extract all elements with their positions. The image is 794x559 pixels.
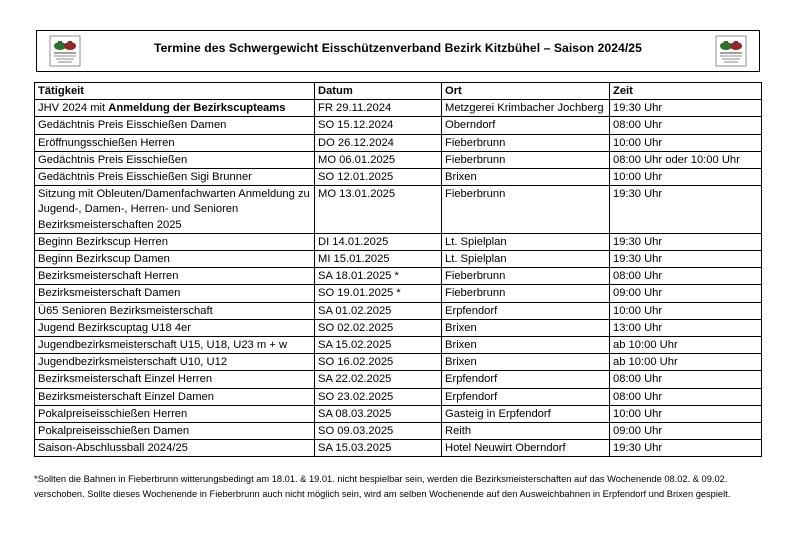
place-cell: Hotel Neuwirt Oberndorf [442, 440, 610, 457]
time-cell: ab 10:00 Uhr [610, 337, 762, 354]
date-cell: DO 26.12.2024 [315, 134, 442, 151]
activity-cell: Gedächtnis Preis Eisschießen Damen [35, 117, 315, 134]
table-row [35, 405, 762, 422]
place-cell: Oberndorf [442, 117, 610, 134]
time-cell: 08:00 Uhr oder 10:00 Uhr [610, 151, 762, 168]
table-row [35, 100, 762, 117]
place-cell: Gasteig in Erpfendorf [442, 405, 610, 422]
place-cell: Metzgerei Krimbacher Jochberg [442, 100, 610, 117]
table-row [35, 251, 762, 268]
column-header-place: Ort [442, 83, 610, 100]
time-cell: 13:00 Uhr [610, 319, 762, 336]
table-row [35, 169, 762, 186]
eisstock-crest-logo [715, 35, 747, 67]
activity-cell: Saison-Abschlussball 2024/25 [35, 440, 315, 457]
time-cell: 08:00 Uhr [610, 268, 762, 285]
time-cell: 19:30 Uhr [610, 251, 762, 268]
activity-cell: Jugend Bezirkscuptag U18 4er [35, 319, 315, 336]
table-row [35, 302, 762, 319]
document-title: Termine des Schwergewicht Eisschützenverband Bezirk Kitzbühel – Saison 2024/25 [154, 41, 642, 55]
table-row [35, 388, 762, 405]
time-cell: 08:00 Uhr [610, 388, 762, 405]
table-row [35, 337, 762, 354]
date-cell: SO 19.01.2025 * [315, 285, 442, 302]
date-cell: SA 15.03.2025 [315, 440, 442, 457]
time-cell: 19:30 Uhr [610, 233, 762, 250]
place-cell: Lt. Spielplan [442, 251, 610, 268]
activity-cell: Beginn Bezirkscup Damen [35, 251, 315, 268]
date-cell: DI 14.01.2025 [315, 233, 442, 250]
activity-cell: Bezirksmeisterschaft Damen [35, 285, 315, 302]
place-cell: Fieberbrunn [442, 134, 610, 151]
table-row [35, 440, 762, 457]
table-row [35, 268, 762, 285]
place-cell: Fieberbrunn [442, 268, 610, 285]
place-cell: Brixen [442, 354, 610, 371]
date-cell: SO 09.03.2025 [315, 423, 442, 440]
time-cell: 10:00 Uhr [610, 405, 762, 422]
schedule-table [34, 82, 762, 457]
activity-cell [35, 100, 315, 117]
activity-cell: Gedächtnis Preis Eisschießen Sigi Brunner [35, 169, 315, 186]
time-cell: 08:00 Uhr [610, 117, 762, 134]
time-cell: 10:00 Uhr [610, 302, 762, 319]
time-cell: 09:00 Uhr [610, 423, 762, 440]
date-cell: MO 06.01.2025 [315, 151, 442, 168]
date-cell: SA 08.03.2025 [315, 405, 442, 422]
time-cell: 10:00 Uhr [610, 134, 762, 151]
time-cell: 19:30 Uhr [610, 100, 762, 117]
time-cell: 08:00 Uhr [610, 371, 762, 388]
date-cell: SO 15.12.2024 [315, 117, 442, 134]
activity-cell: Beginn Bezirkscup Herren [35, 233, 315, 250]
place-cell: Brixen [442, 337, 610, 354]
activity-cell: Sitzung mit Obleuten/Damenfachwarten Anmeldung zu Jugend-, Damen-, Herren- und Senioren Bezirksmeisterschaften 2025 [35, 186, 315, 234]
table-row [35, 371, 762, 388]
table-row [35, 354, 762, 371]
place-cell: Reith [442, 423, 610, 440]
place-cell: Fieberbrunn [442, 186, 610, 234]
date-cell: SA 18.01.2025 * [315, 268, 442, 285]
place-cell: Fieberbrunn [442, 285, 610, 302]
table-row [35, 134, 762, 151]
activity-cell: Pokalpreiseisschießen Herren [35, 405, 315, 422]
place-cell: Lt. Spielplan [442, 233, 610, 250]
date-cell: MI 15.01.2025 [315, 251, 442, 268]
document-header [36, 30, 760, 72]
table-row [35, 319, 762, 336]
time-cell: 10:00 Uhr [610, 169, 762, 186]
date-cell: SA 01.02.2025 [315, 302, 442, 319]
table-row [35, 233, 762, 250]
place-cell: Erpfendorf [442, 388, 610, 405]
date-cell: SA 22.02.2025 [315, 371, 442, 388]
column-header-date: Datum [315, 83, 442, 100]
activity-cell: Jugendbezirksmeisterschaft U15, U18, U23 m + w [35, 337, 315, 354]
place-cell: Brixen [442, 169, 610, 186]
time-cell: 19:30 Uhr [610, 186, 762, 234]
activity-emphasis: Anmeldung der Bezirkscupteams [108, 102, 286, 115]
table-row [35, 285, 762, 302]
table-row [35, 151, 762, 168]
activity-cell: Bezirksmeisterschaft Herren [35, 268, 315, 285]
date-cell: FR 29.11.2024 [315, 100, 442, 117]
activity-cell: Jugendbezirksmeisterschaft U10, U12 [35, 354, 315, 371]
date-cell: SO 12.01.2025 [315, 169, 442, 186]
table-row [35, 423, 762, 440]
time-cell: 19:30 Uhr [610, 440, 762, 457]
place-cell: Erpfendorf [442, 371, 610, 388]
place-cell: Erpfendorf [442, 302, 610, 319]
activity-cell: Bezirksmeisterschaft Einzel Damen [35, 388, 315, 405]
time-cell: ab 10:00 Uhr [610, 354, 762, 371]
footnote: *Sollten die Bahnen in Fieberbrunn witterungsbedingt am 18.01. & 19.01. nicht bespielbar sein, werden die Bezirksmeisterschaften auf das Wochenende 08.02. & 09.02. verschoben. Sollte dieses Wochenende in Fieberbrunn auch nicht möglich sein, wird am selben Wochenende auf den Ausweichbahnen in Erpfendorf und Brixen gespielt. [34, 474, 731, 499]
date-cell: MO 13.01.2025 [315, 186, 442, 234]
column-header-time: Zeit [610, 83, 762, 100]
table-row [35, 117, 762, 134]
time-cell: 09:00 Uhr [610, 285, 762, 302]
place-cell: Brixen [442, 319, 610, 336]
date-cell: SA 15.02.2025 [315, 337, 442, 354]
table-row [35, 186, 762, 234]
activity-text: JHV 2024 mit [38, 102, 109, 115]
date-cell: SO 02.02.2025 [315, 319, 442, 336]
place-cell: Fieberbrunn [442, 151, 610, 168]
column-header-activity: Tätigkeit [35, 83, 315, 100]
date-cell: SO 23.02.2025 [315, 388, 442, 405]
date-cell: SO 16.02.2025 [315, 354, 442, 371]
activity-cell: Gedächtnis Preis Eisschießen [35, 151, 315, 168]
activity-cell: Ü65 Senioren Bezirksmeisterschaft [35, 302, 315, 319]
activity-cell: Eröffnungsschießen Herren [35, 134, 315, 151]
activity-cell: Pokalpreiseisschießen Damen [35, 423, 315, 440]
table-header-row [35, 83, 762, 100]
activity-cell: Bezirksmeisterschaft Einzel Herren [35, 371, 315, 388]
